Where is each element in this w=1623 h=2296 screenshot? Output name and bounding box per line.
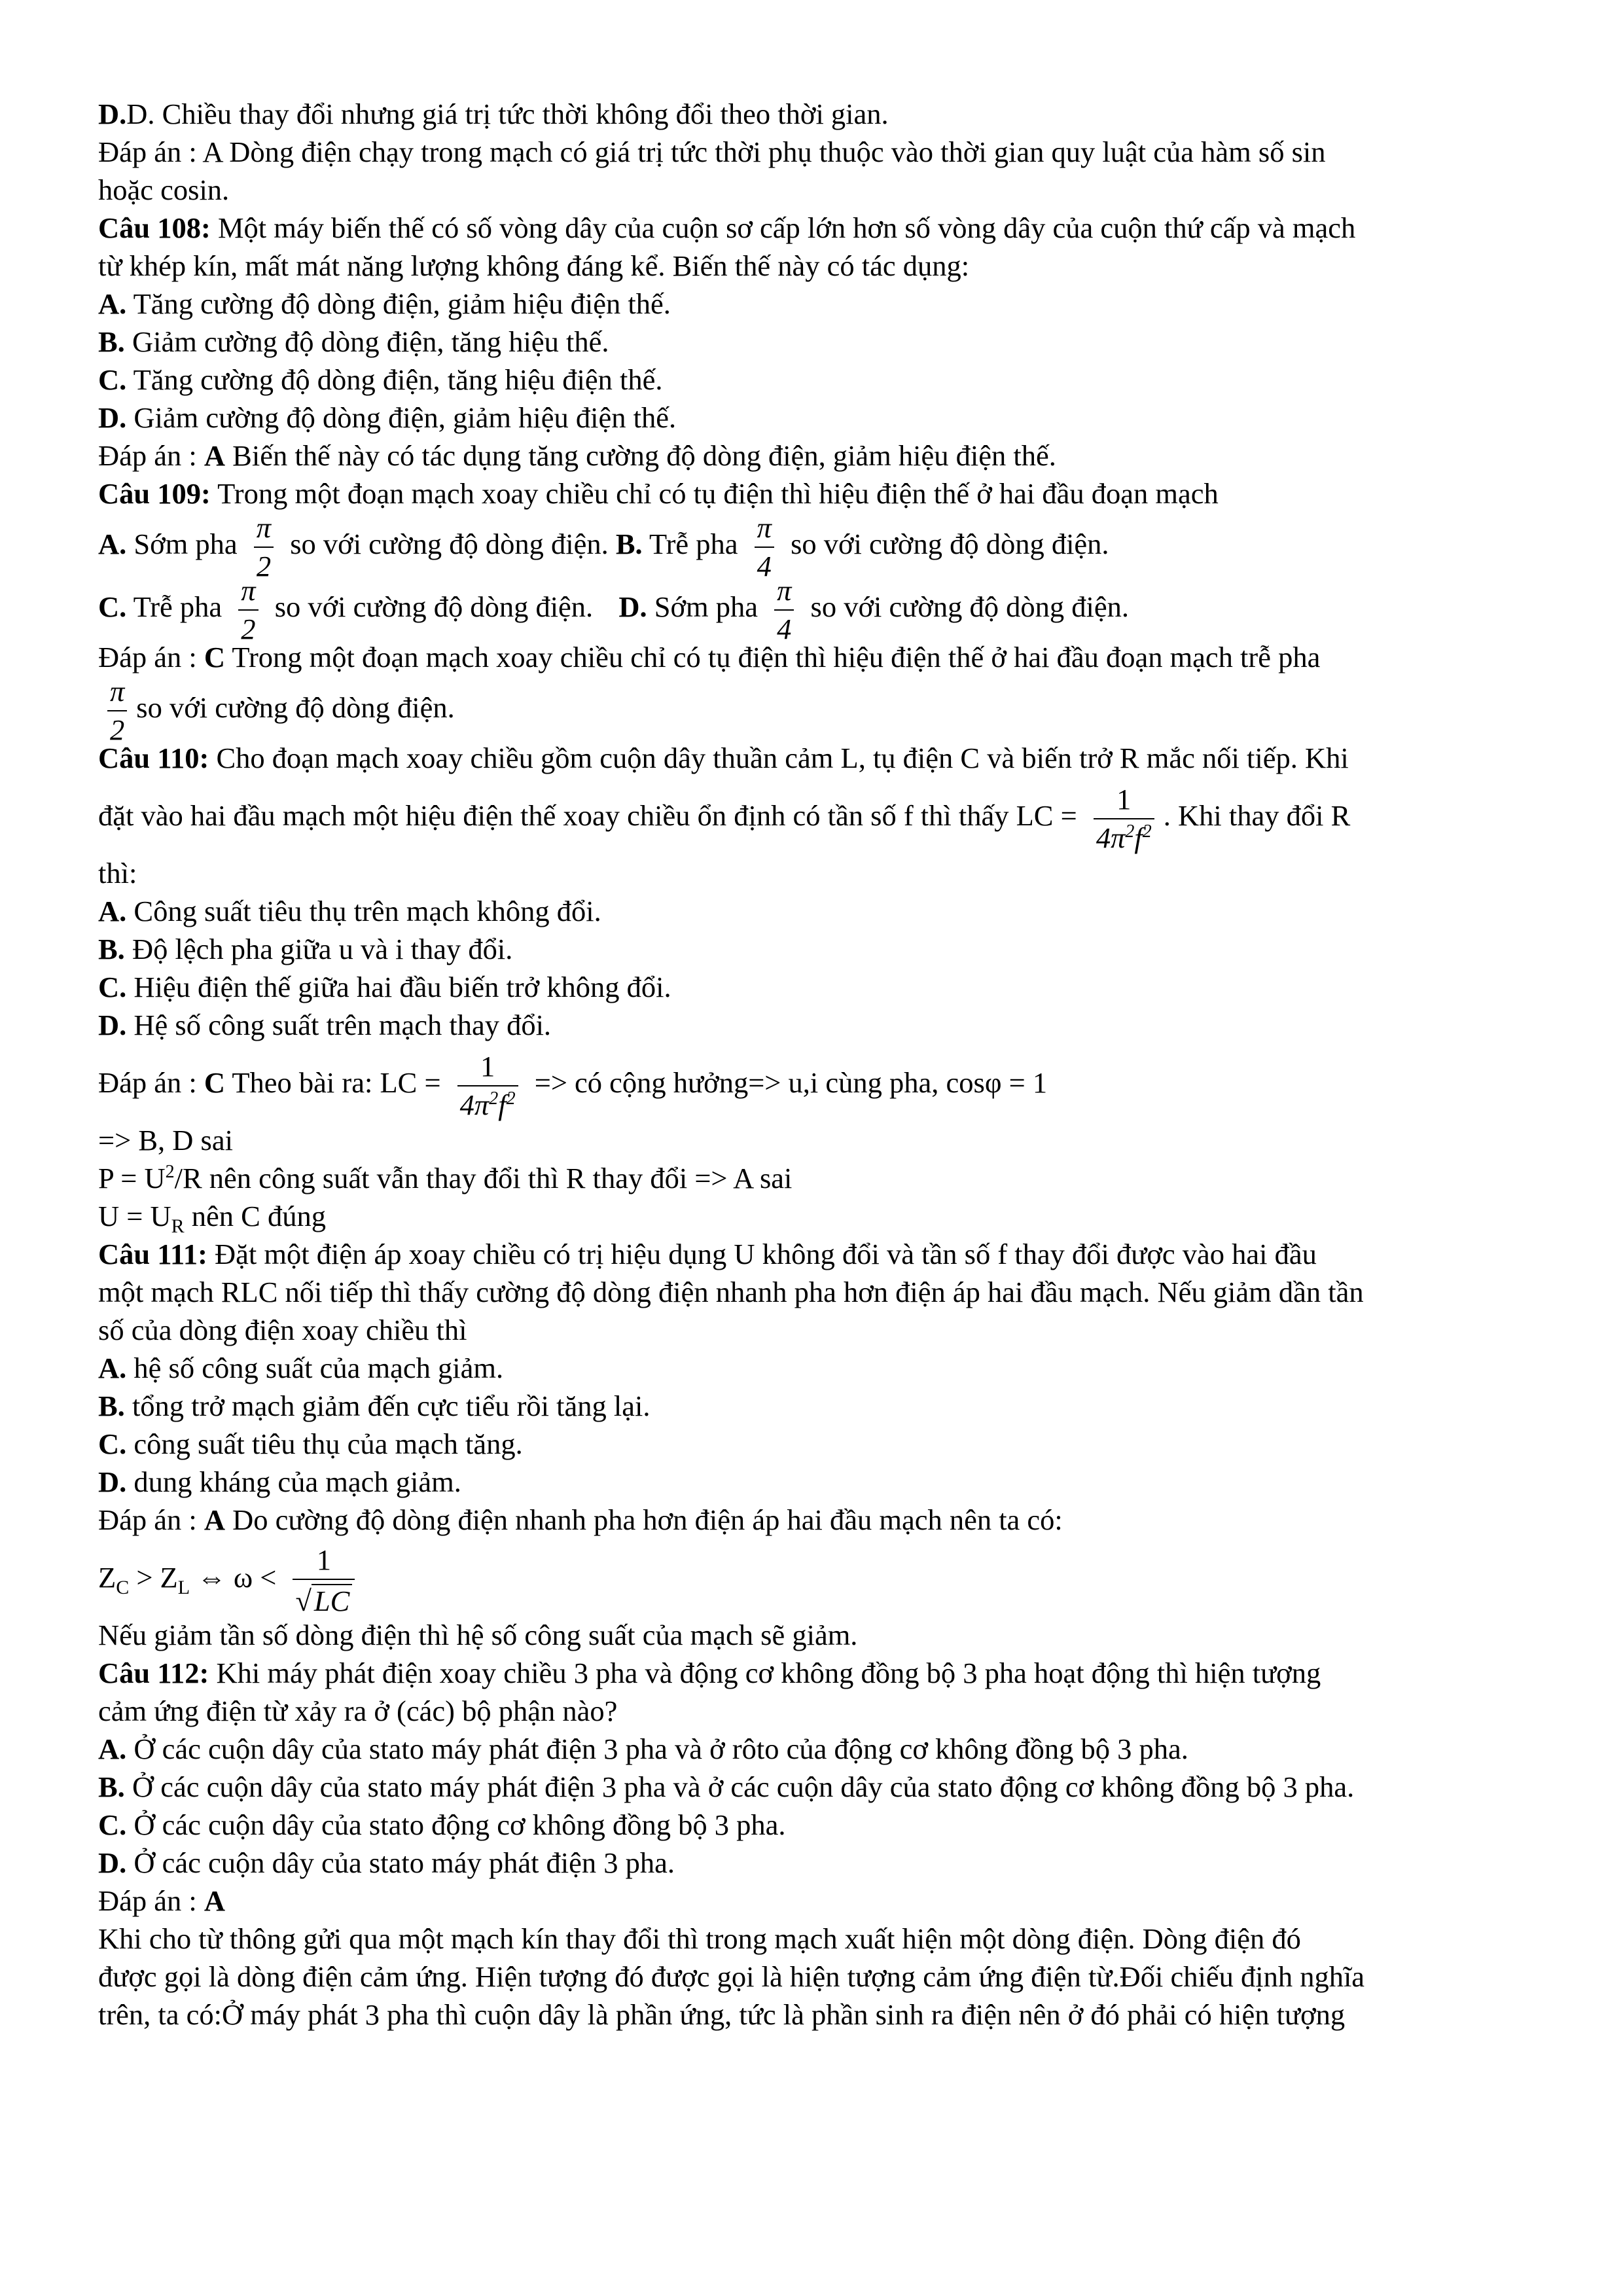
question-111-cont <box>98 1311 1538 1349</box>
exponent: 2 <box>1142 821 1152 842</box>
option-text: Tăng cường độ dòng điện, tăng hiệu điện thế. <box>126 363 663 396</box>
answer-text: /R nên công suất vẫn thay đổi thì R thay đổi => A sai <box>174 1162 793 1194</box>
question-110-end <box>98 854 1538 892</box>
fraction-pi-over-2 <box>254 513 274 581</box>
option-text: Ở các cuộn dây của stato động cơ không đồng bộ 3 pha. <box>126 1808 786 1841</box>
superscript: 2 <box>165 1162 175 1183</box>
option-label: A. <box>98 1352 127 1384</box>
question-108-cont <box>98 247 1538 285</box>
option-text: Trễ pha <box>126 590 223 623</box>
option-label: A. <box>98 895 127 927</box>
question-112 <box>98 1654 1538 1692</box>
numerator: π <box>241 574 256 607</box>
option-a <box>98 1730 1538 1768</box>
answer-prefix: Đáp án : <box>98 1066 204 1099</box>
denominator: 4 <box>774 609 794 644</box>
question-110-cont <box>98 777 1538 854</box>
answer-prefix: Đáp án : <box>98 641 204 673</box>
explanation-text: Khi cho từ thông gửi qua một mạch kín thay đổi thì trong mạch xuất hiện một dòng điện. Dòng điện đó <box>98 1922 1301 1955</box>
question-112-cont <box>98 1692 1538 1730</box>
option-text: Trễ pha <box>642 528 738 560</box>
question-label: Câu 111: <box>98 1238 207 1270</box>
denominator: 4 <box>755 547 774 581</box>
option-text: dung kháng của mạch giảm. <box>126 1465 461 1498</box>
answer-text: P = U <box>98 1162 166 1194</box>
option-label: C. <box>98 971 127 1003</box>
option-text: hệ số công suất của mạch giảm. <box>126 1352 504 1384</box>
numerator: π <box>777 574 792 607</box>
exponent: 2 <box>489 1088 499 1109</box>
question-110 <box>98 739 1538 777</box>
question-108 <box>98 209 1538 247</box>
option-label: D. <box>618 590 647 623</box>
exponent: 2 <box>506 1088 516 1109</box>
option-c <box>98 968 1538 1006</box>
question-text: Đặt một điện áp xoay chiều có trị hiệu dụng U không đổi và tần số f thay đổi được vào hai đầu <box>207 1238 1317 1270</box>
answer-letter: A <box>204 1503 226 1536</box>
fraction-pi-over-4 <box>755 513 774 581</box>
answer-text: Đáp án : A Dòng điện chạy trong mạch có giá trị tức thời phụ thuộc vào thời gian quy luật của hàm số sin <box>98 135 1326 168</box>
denominator: 2 <box>254 547 274 581</box>
question-label: Câu 108: <box>98 211 211 244</box>
option-text: Tăng cường độ dòng điện, giảm hiệu điện thế. <box>126 287 671 320</box>
option-label: D. <box>98 1009 127 1041</box>
answer-text: Do cường độ dòng điện nhanh pha hơn điện áp hai đầu mạch nên ta có: <box>225 1503 1063 1536</box>
option-label: B. <box>98 1390 125 1422</box>
option-text: Sớm pha <box>647 590 758 623</box>
subscript: L <box>177 1576 190 1598</box>
question-text: . Khi thay đổi R <box>1163 799 1351 832</box>
answer <box>98 437 1538 475</box>
option-d <box>98 1844 1538 1882</box>
denominator: 2 <box>107 710 127 745</box>
option-text: Hiệu điện thế giữa hai đầu biến trở không đổi. <box>126 971 671 1003</box>
answer-text: nên C đúng <box>184 1200 326 1232</box>
answer-text-cont: hoặc cosin. <box>98 173 230 206</box>
answer-letter: C <box>204 641 226 673</box>
answer-formula <box>98 1539 1538 1616</box>
question-text: Khi máy phát điện xoay chiều 3 pha và động cơ không đồng bộ 3 pha hoạt động thì hiện tượng <box>209 1657 1321 1689</box>
option-label: C. <box>98 590 127 623</box>
option-c <box>98 361 1538 399</box>
answer-text: so với cường độ dòng điện. <box>136 691 455 724</box>
option-text: Độ lệch pha giữa u và i thay đổi. <box>124 933 513 965</box>
option-label: C. <box>98 1427 127 1460</box>
option-text: Giảm cường độ dòng điện, giảm hiệu điện thế. <box>126 401 677 434</box>
explanation-text: được gọi là dòng điện cảm ứng. Hiện tượng đó được gọi là hiện tượng cảm ứng điện từ.Đối chiếu định nghĩa <box>98 1960 1365 1993</box>
question-text: thì: <box>98 857 137 889</box>
question-text: một mạch RLC nối tiếp thì thấy cường độ dòng điện nhanh pha hơn điện áp hai đầu mạch. Nếu giảm dần tần <box>98 1276 1364 1308</box>
answer-letter: C <box>204 1066 226 1099</box>
denominator <box>457 1085 518 1120</box>
option-b <box>98 930 1538 968</box>
option-text: Ở các cuộn dây của stato máy phát điện 3 pha. <box>126 1846 675 1879</box>
option-text: Ở các cuộn dây của stato máy phát điện 3 pha và ở các cuộn dây của stato động cơ không đồng bộ 3 pha. <box>124 1770 1355 1803</box>
option-c <box>98 1425 1538 1463</box>
numerator: 1 <box>480 1050 495 1083</box>
answer-letter: A <box>204 439 226 472</box>
question-label: Câu 112: <box>98 1657 209 1689</box>
numerator: π <box>256 511 272 545</box>
option-d <box>98 1006 1538 1044</box>
document-page <box>98 95 1538 2034</box>
option-c <box>98 1806 1538 1844</box>
answer-letter: A <box>204 1884 226 1917</box>
answer-line-cont <box>98 171 1538 209</box>
question-text: cảm ứng điện từ xảy ra ở (các) bộ phận nào? <box>98 1695 618 1727</box>
denominator: 2 <box>238 609 258 644</box>
fraction-lc-resonance <box>457 1052 518 1119</box>
explanation <box>98 1996 1538 2034</box>
fraction-pi-over-4 <box>774 576 794 643</box>
den-part: 4π <box>1096 821 1126 854</box>
option-b <box>98 1768 1538 1806</box>
numerator: π <box>110 675 125 708</box>
formula-part: ⇔ ω < <box>190 1561 277 1594</box>
option-label: D. <box>98 1465 127 1498</box>
option-d <box>98 1463 1538 1501</box>
answer-text: Nếu giảm tần số dòng điện thì hệ số công suất của mạch sẽ giảm. <box>98 1619 858 1651</box>
option-b <box>98 323 1538 361</box>
option-label: B. <box>98 1770 125 1803</box>
option-text: Sớm pha <box>126 528 238 560</box>
question-label: Câu 110: <box>98 742 209 774</box>
question-text: từ khép kín, mất mát năng lượng không đáng kể. Biến thế này có tác dụng: <box>98 249 970 282</box>
explanation-text: trên, ta có:Ở máy phát 3 pha thì cuộn dây là phần ứng, tức là phần sinh ra điện nên ở đó phải có hiện tượng <box>98 1998 1346 2031</box>
answer-conclusion <box>98 1616 1538 1654</box>
option-text: công suất tiêu thụ của mạch tăng. <box>126 1427 523 1460</box>
answer-cont <box>98 675 1538 746</box>
answer-step <box>98 1197 1538 1235</box>
option-label: D. <box>98 401 127 434</box>
question-111 <box>98 1235 1538 1273</box>
explanation <box>98 1920 1538 1958</box>
option-label: D. <box>98 1846 127 1879</box>
option-d-text: D. Chiều thay đổi nhưng giá trị tức thời không đổi theo thời gian. <box>126 98 889 130</box>
answer <box>98 638 1538 676</box>
option-d <box>98 399 1538 437</box>
question-label: Câu 109: <box>98 477 211 510</box>
option-a <box>98 1349 1538 1387</box>
option-a <box>98 892 1538 930</box>
option-label: C. <box>98 1808 127 1841</box>
fraction-lc-resonance <box>1094 785 1154 852</box>
den-part: f <box>498 1088 507 1121</box>
denominator <box>1094 818 1154 853</box>
option-text: Hệ số công suất trên mạch thay đổi. <box>126 1009 552 1041</box>
numerator: 1 <box>316 1543 332 1577</box>
subscript: C <box>116 1576 130 1598</box>
question-text: Trong một đoạn mạch xoay chiều chỉ có tụ điện thì hiệu điện thế ở hai đầu đoạn mạch <box>210 477 1219 510</box>
formula-part: > Z <box>129 1561 178 1594</box>
question-text: Cho đoạn mạch xoay chiều gồm cuộn dây thuần cảm L, tụ điện C và biến trở R mắc nối tiếp. Khi <box>209 742 1349 774</box>
options-cd <box>98 574 1538 645</box>
answer-text: => có cộng hưởng=> u,i cùng pha, cosφ = 1 <box>527 1066 1048 1099</box>
answer-text: Trong một đoạn mạch xoay chiều chỉ có tụ điện thì hiệu điện thế ở hai đầu đoạn mạch trễ pha <box>225 641 1321 673</box>
option-label: A. <box>98 287 127 320</box>
option-label: B. <box>98 325 125 358</box>
fraction-one-over-sqrt-lc <box>293 1545 355 1615</box>
option-label: A. <box>98 1732 127 1765</box>
answer-step <box>98 1159 1538 1197</box>
option-label: B. <box>98 933 125 965</box>
sqrt-argument: LC <box>312 1584 352 1616</box>
subscript: R <box>171 1215 185 1237</box>
option-a <box>98 285 1538 323</box>
answer-step <box>98 1121 1538 1159</box>
option-d-line: D.D. Chiều thay đổi nhưng giá trị tức thời không đổi theo thời gian. <box>98 98 889 130</box>
numerator: 1 <box>1116 783 1132 816</box>
answer-prefix: Đáp án : <box>98 1503 204 1536</box>
answer <box>98 1044 1538 1121</box>
den-part: 4π <box>459 1088 490 1121</box>
option-label: B. <box>615 528 643 560</box>
option-text: so với cường độ dòng điện. <box>290 528 609 560</box>
option-text: so với cường độ dòng điện. <box>274 590 594 623</box>
answer <box>98 1501 1538 1539</box>
option-label: A. <box>98 528 127 560</box>
question-text: đặt vào hai đầu mạch một hiệu điện thế xoay chiều ổn định có tần số f thì thấy LC = <box>98 799 1077 832</box>
explanation <box>98 1958 1538 1996</box>
fraction-pi-over-2 <box>107 677 127 744</box>
option-b <box>98 1387 1538 1425</box>
exponent: 2 <box>1125 821 1135 842</box>
answer-text: => B, D sai <box>98 1124 233 1157</box>
formula-part: Z <box>98 1561 116 1594</box>
option-text: so với cường độ dòng điện. <box>791 528 1109 560</box>
denominator <box>293 1579 355 1616</box>
fraction-pi-over-2 <box>238 576 258 643</box>
answer-prefix: Đáp án : <box>98 1884 204 1917</box>
option-label: C. <box>98 363 127 396</box>
question-text: số của dòng điện xoay chiều thì <box>98 1314 467 1346</box>
options-ab <box>98 511 1538 583</box>
question-111-cont <box>98 1273 1538 1311</box>
sqrt-sign: √ <box>295 1584 312 1617</box>
option-text: Ở các cuộn dây của stato máy phát điện 3 pha và ở rôto của động cơ không đồng bộ 3 pha. <box>126 1732 1188 1765</box>
option-text: so với cường độ dòng điện. <box>810 590 1130 623</box>
option-text: Công suất tiêu thụ trên mạch không đổi. <box>126 895 601 927</box>
answer-text: U = U <box>98 1200 171 1232</box>
question-text: Một máy biến thế có số vòng dây của cuộn sơ cấp lớn hơn số vòng dây của cuộn thứ cấp và mạch <box>210 211 1356 244</box>
answer-prefix: Đáp án : <box>98 439 204 472</box>
answer-line <box>98 133 1538 171</box>
den-part: f <box>1134 821 1143 854</box>
answer-text: Theo bài ra: LC = <box>225 1066 441 1099</box>
answer-text: Biến thế này có tác dụng tăng cường độ dòng điện, giảm hiệu điện thế. <box>225 439 1056 472</box>
option-text: tổng trở mạch giảm đến cực tiểu rồi tăng lại. <box>124 1390 651 1422</box>
question-109 <box>98 475 1538 512</box>
answer <box>98 1882 1538 1920</box>
numerator: π <box>757 511 772 545</box>
option-text: Giảm cường độ dòng điện, tăng hiệu thế. <box>124 325 609 358</box>
